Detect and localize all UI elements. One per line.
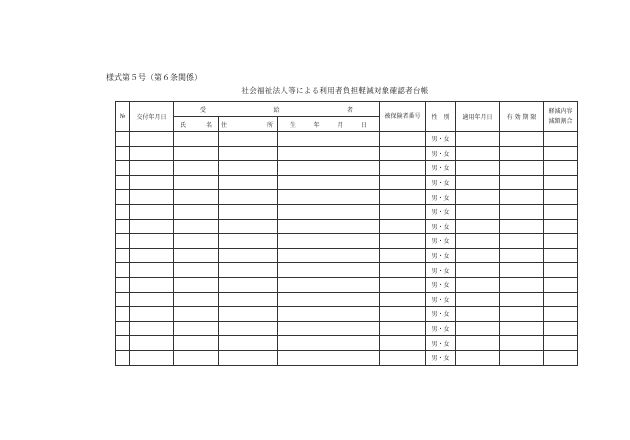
address-cell[interactable]: [219, 175, 278, 190]
name-cell[interactable]: [174, 132, 219, 147]
table-row: [116, 336, 578, 351]
valid-period-cell[interactable]: [500, 307, 544, 322]
insured-no-cell[interactable]: [380, 234, 426, 249]
header-insured-no: 被保険者番号: [380, 102, 426, 132]
birth-date-cell[interactable]: [278, 146, 380, 161]
insured-no-cell[interactable]: [380, 146, 426, 161]
no-cell[interactable]: [116, 204, 130, 219]
apply-date-cell[interactable]: [456, 336, 500, 351]
form-number-label: 様式第５号（第６条関係）: [106, 73, 202, 82]
name-cell[interactable]: [174, 146, 219, 161]
birth-date-cell[interactable]: [278, 292, 380, 307]
issue-date-cell[interactable]: [130, 292, 174, 307]
address-cell[interactable]: [219, 146, 278, 161]
birth-date-cell[interactable]: [278, 161, 380, 176]
no-cell[interactable]: [116, 292, 130, 307]
name-cell[interactable]: [174, 292, 219, 307]
valid-period-cell[interactable]: [500, 263, 544, 278]
no-cell[interactable]: [116, 321, 130, 336]
birth-char-4: 日: [361, 121, 368, 129]
gender-cell[interactable]: 男・女: [426, 277, 456, 292]
apply-date-cell[interactable]: [456, 132, 500, 147]
valid-period-cell[interactable]: [500, 161, 544, 176]
table-row: [116, 307, 578, 322]
no-cell[interactable]: [116, 234, 130, 249]
table-row: [116, 234, 578, 249]
valid-period-cell[interactable]: [500, 350, 544, 365]
gender-cell[interactable]: 男・女: [426, 146, 456, 161]
insured-no-cell[interactable]: [380, 204, 426, 219]
apply-date-cell[interactable]: [456, 277, 500, 292]
insured-no-cell[interactable]: [380, 350, 426, 365]
name-cell[interactable]: [174, 175, 219, 190]
header-address: [219, 117, 278, 132]
valid-period-cell[interactable]: [500, 321, 544, 336]
reduction-cell[interactable]: [544, 321, 578, 336]
reduction-cell[interactable]: [544, 219, 578, 234]
table-row: [116, 277, 578, 292]
birth-char-3: 月: [337, 121, 344, 129]
birth-date-cell[interactable]: [278, 307, 380, 322]
issue-date-cell[interactable]: [130, 248, 174, 263]
issue-date-cell[interactable]: [130, 175, 174, 190]
recipient-char-3: 者: [347, 106, 354, 114]
header-birth-date: [278, 117, 380, 132]
birth-date-cell[interactable]: [278, 190, 380, 205]
valid-period-cell[interactable]: [500, 292, 544, 307]
address-cell[interactable]: [219, 219, 278, 234]
reduction-cell[interactable]: [544, 146, 578, 161]
address-cell[interactable]: [219, 132, 278, 147]
name-cell[interactable]: [174, 204, 219, 219]
address-cell[interactable]: [219, 350, 278, 365]
name-cell[interactable]: [174, 277, 219, 292]
valid-period-cell[interactable]: [500, 219, 544, 234]
insured-no-cell[interactable]: [380, 277, 426, 292]
apply-date-cell[interactable]: [456, 234, 500, 249]
table-row: [116, 248, 578, 263]
address-cell[interactable]: [219, 248, 278, 263]
recipient-char-1: 受: [200, 106, 207, 114]
gender-cell[interactable]: 男・女: [426, 248, 456, 263]
issue-date-cell[interactable]: [130, 321, 174, 336]
no-cell[interactable]: [116, 307, 130, 322]
address-cell[interactable]: [219, 263, 278, 278]
name-cell[interactable]: [174, 190, 219, 205]
reduction-cell[interactable]: [544, 350, 578, 365]
insured-no-cell[interactable]: [380, 307, 426, 322]
reduction-cell[interactable]: [544, 161, 578, 176]
name-cell[interactable]: [174, 161, 219, 176]
name-char-1: 氏: [180, 121, 187, 129]
header-reduction: [544, 102, 578, 132]
valid-period-cell[interactable]: [500, 132, 544, 147]
reduction-cell[interactable]: [544, 248, 578, 263]
gender-cell[interactable]: 男・女: [426, 292, 456, 307]
ledger-table: [115, 101, 578, 366]
insured-no-cell[interactable]: [380, 161, 426, 176]
table-row: [116, 146, 578, 161]
insured-no-cell[interactable]: [380, 263, 426, 278]
table-row: [116, 161, 578, 176]
address-cell[interactable]: [219, 307, 278, 322]
gender-cell[interactable]: 男・女: [426, 175, 456, 190]
name-cell[interactable]: [174, 219, 219, 234]
valid-period-cell[interactable]: [500, 336, 544, 351]
gender-cell[interactable]: 男・女: [426, 350, 456, 365]
apply-date-cell[interactable]: [456, 204, 500, 219]
valid-period-cell[interactable]: [500, 204, 544, 219]
gender-cell[interactable]: 男・女: [426, 219, 456, 234]
no-cell[interactable]: [116, 190, 130, 205]
birth-char-1: 生: [290, 121, 297, 129]
gender-cell[interactable]: 男・女: [426, 321, 456, 336]
apply-date-cell[interactable]: [456, 219, 500, 234]
apply-date-cell[interactable]: [456, 350, 500, 365]
valid-period-cell[interactable]: [500, 175, 544, 190]
gender-cell[interactable]: 男・女: [426, 336, 456, 351]
name-cell[interactable]: [174, 336, 219, 351]
no-cell[interactable]: [116, 146, 130, 161]
no-cell[interactable]: [116, 277, 130, 292]
address-cell[interactable]: [219, 321, 278, 336]
address-cell[interactable]: [219, 277, 278, 292]
reduction-rate-label: 減額割合: [548, 117, 573, 125]
apply-date-cell[interactable]: [456, 175, 500, 190]
birth-date-cell[interactable]: [278, 350, 380, 365]
reduction-cell[interactable]: [544, 190, 578, 205]
issue-date-cell[interactable]: [130, 161, 174, 176]
reduction-content-label: 軽減内容: [548, 107, 573, 115]
gender-cell[interactable]: 男・女: [426, 307, 456, 322]
name-char-2: 名: [205, 121, 212, 129]
birth-date-cell[interactable]: [278, 204, 380, 219]
address-cell[interactable]: [219, 161, 278, 176]
table-row: [116, 190, 578, 205]
no-cell[interactable]: [116, 350, 130, 365]
issue-date-cell[interactable]: [130, 204, 174, 219]
apply-date-cell[interactable]: [456, 263, 500, 278]
reduction-cell[interactable]: [544, 234, 578, 249]
gender-cell[interactable]: 男・女: [426, 263, 456, 278]
apply-date-cell[interactable]: [456, 146, 500, 161]
no-cell[interactable]: [116, 219, 130, 234]
apply-date-cell[interactable]: [456, 190, 500, 205]
no-cell[interactable]: [116, 263, 130, 278]
issue-date-cell[interactable]: [130, 132, 174, 147]
birth-date-cell[interactable]: [278, 219, 380, 234]
insured-no-cell[interactable]: [380, 190, 426, 205]
address-cell[interactable]: [219, 336, 278, 351]
birth-char-2: 年: [313, 121, 320, 129]
valid-period-cell[interactable]: [500, 190, 544, 205]
issue-date-cell[interactable]: [130, 263, 174, 278]
no-cell[interactable]: [116, 161, 130, 176]
gender-cell[interactable]: 男・女: [426, 190, 456, 205]
recipient-char-2: 給: [273, 106, 280, 114]
gender-cell[interactable]: 男・女: [426, 161, 456, 176]
issue-date-cell[interactable]: [130, 336, 174, 351]
name-cell[interactable]: [174, 321, 219, 336]
address-cell[interactable]: [219, 292, 278, 307]
header-apply-date: 適用年月日: [456, 102, 500, 132]
name-cell[interactable]: [174, 263, 219, 278]
birth-date-cell[interactable]: [278, 175, 380, 190]
document-title: 社会福祉法人等による利用者負担軽減対象確認者台帳: [241, 86, 429, 95]
insured-no-cell[interactable]: [380, 219, 426, 234]
reduction-cell[interactable]: [544, 204, 578, 219]
valid-period-cell[interactable]: [500, 146, 544, 161]
issue-date-cell[interactable]: [130, 350, 174, 365]
name-cell[interactable]: [174, 350, 219, 365]
no-cell[interactable]: [116, 175, 130, 190]
gender-cell[interactable]: 男・女: [426, 204, 456, 219]
table-row: [116, 263, 578, 278]
header-no: №: [116, 102, 130, 132]
valid-period-cell[interactable]: [500, 248, 544, 263]
gender-cell[interactable]: 男・女: [426, 234, 456, 249]
reduction-cell[interactable]: [544, 307, 578, 322]
insured-no-cell[interactable]: [380, 132, 426, 147]
valid-period-cell[interactable]: [500, 234, 544, 249]
no-cell[interactable]: [116, 132, 130, 147]
gender-cell[interactable]: 男・女: [426, 132, 456, 147]
issue-date-cell[interactable]: [130, 219, 174, 234]
issue-date-cell[interactable]: [130, 234, 174, 249]
birth-date-cell[interactable]: [278, 132, 380, 147]
reduction-cell[interactable]: [544, 292, 578, 307]
issue-date-cell[interactable]: [130, 307, 174, 322]
apply-date-cell[interactable]: [456, 321, 500, 336]
reduction-cell[interactable]: [544, 277, 578, 292]
apply-date-cell[interactable]: [456, 161, 500, 176]
birth-date-cell[interactable]: [278, 234, 380, 249]
birth-date-cell[interactable]: [278, 248, 380, 263]
issue-date-cell[interactable]: [130, 277, 174, 292]
address-cell[interactable]: [219, 190, 278, 205]
insured-no-cell[interactable]: [380, 248, 426, 263]
address-cell[interactable]: [219, 234, 278, 249]
table-row: [116, 219, 578, 234]
table-row: [116, 132, 578, 147]
header-issue-date: 交付年月日: [130, 102, 174, 132]
no-cell[interactable]: [116, 248, 130, 263]
apply-date-cell[interactable]: [456, 292, 500, 307]
name-cell[interactable]: [174, 248, 219, 263]
insured-no-cell[interactable]: [380, 175, 426, 190]
insured-no-cell[interactable]: [380, 321, 426, 336]
reduction-cell[interactable]: [544, 175, 578, 190]
header-name: [174, 117, 219, 132]
birth-date-cell[interactable]: [278, 321, 380, 336]
table-row: [116, 175, 578, 190]
birth-date-cell[interactable]: [278, 263, 380, 278]
apply-date-cell[interactable]: [456, 307, 500, 322]
issue-date-cell[interactable]: [130, 146, 174, 161]
table-row: [116, 292, 578, 307]
table-row: [116, 350, 578, 365]
header-valid-period: 有 効 期 限: [500, 102, 544, 132]
name-cell[interactable]: [174, 307, 219, 322]
reduction-cell[interactable]: [544, 336, 578, 351]
name-cell[interactable]: [174, 234, 219, 249]
apply-date-cell[interactable]: [456, 248, 500, 263]
issue-date-cell[interactable]: [130, 190, 174, 205]
birth-date-cell[interactable]: [278, 277, 380, 292]
address-cell[interactable]: [219, 204, 278, 219]
no-cell[interactable]: [116, 336, 130, 351]
table-row: [116, 321, 578, 336]
header-gender: 性 別: [426, 102, 456, 132]
table-row: [116, 204, 578, 219]
address-char-2: 所: [266, 121, 273, 129]
insured-no-cell[interactable]: [380, 292, 426, 307]
address-char-1: 住: [221, 121, 228, 129]
birth-date-cell[interactable]: [278, 336, 380, 351]
insured-no-cell[interactable]: [380, 336, 426, 351]
reduction-cell[interactable]: [544, 132, 578, 147]
valid-period-cell[interactable]: [500, 277, 544, 292]
reduction-cell[interactable]: [544, 263, 578, 278]
header-recipient: [174, 102, 380, 117]
